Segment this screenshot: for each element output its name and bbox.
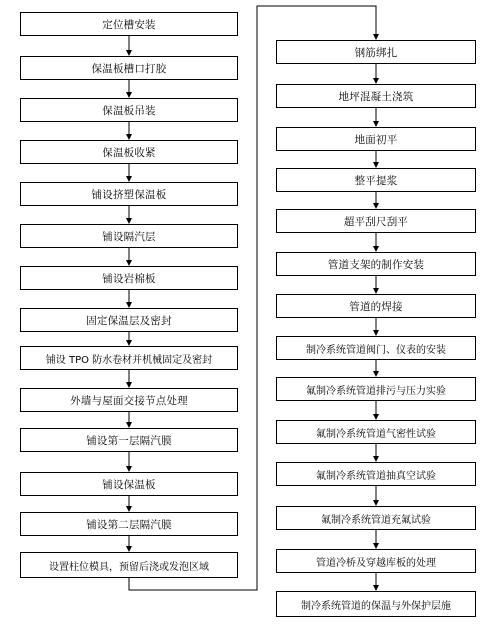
step-right-11 (276, 462, 476, 486)
step-left-7-label: 铺设岩棉板 (102, 272, 156, 285)
step-left-6 (20, 224, 238, 248)
step-right-2 (276, 84, 476, 108)
step-left-8 (20, 308, 238, 332)
step-right-5 (276, 209, 476, 233)
step-right-10 (276, 420, 476, 444)
step-right-1-label: 钢筋绑扎 (354, 46, 398, 59)
step-right-1 (276, 40, 476, 64)
step-right-12 (276, 506, 476, 530)
step-left-14-label: 设置柱位模具，预留后浇或发泡区域 (49, 561, 209, 573)
step-right-7-label: 管道的焊接 (349, 300, 403, 313)
step-right-3 (276, 127, 476, 151)
step-right-14-label: 制冷系统管道的保温与外保护层施 (301, 600, 451, 612)
step-left-2-label: 保温板槽口打胶 (91, 62, 167, 75)
step-left-10 (20, 388, 238, 412)
step-right-3-label: 地面初平 (354, 133, 398, 146)
step-left-8-label: 固定保温层及密封 (86, 314, 172, 327)
step-left-3-label: 保温板吊装 (102, 104, 156, 117)
step-left-11-label: 铺设第一层隔汽膜 (86, 434, 172, 447)
step-right-2-label: 地坪混凝土浇筑 (338, 90, 414, 103)
step-right-4 (276, 168, 476, 192)
step-right-9-label: 氟制冷系统管道排污与压力实验 (306, 385, 446, 397)
step-left-14 (20, 552, 238, 578)
step-right-10-label: 氟制冷系统管道气密性试验 (316, 428, 436, 440)
step-right-12-label: 氟制冷系统管道充氟试验 (321, 514, 431, 526)
step-left-9 (20, 346, 238, 370)
step-left-4-label: 保温板收紧 (102, 146, 156, 159)
step-right-14 (276, 591, 476, 617)
step-right-8 (276, 336, 476, 360)
step-left-5 (20, 182, 238, 206)
step-right-6-label: 管道支架的制作安装 (327, 258, 425, 271)
step-right-11-label: 氟制冷系统管道抽真空试验 (316, 470, 436, 482)
step-left-12-label: 铺设保温板 (102, 478, 156, 491)
step-left-5-label: 铺设挤塑保温板 (91, 188, 167, 201)
step-right-7 (276, 294, 476, 318)
step-right-9 (276, 377, 476, 401)
step-left-13 (20, 512, 238, 536)
step-left-2 (20, 56, 238, 80)
step-left-1-label: 定位槽安装 (102, 18, 156, 31)
step-left-6-label: 铺设隔汽层 (102, 230, 156, 243)
step-right-8-label: 制冷系统管道阀门、仪表的安装 (306, 344, 446, 356)
step-left-7 (20, 266, 238, 290)
step-left-3 (20, 98, 238, 122)
step-left-1 (20, 12, 238, 36)
step-left-12 (20, 472, 238, 496)
step-left-4 (20, 140, 238, 164)
step-left-13-label: 铺设第二层隔汽膜 (86, 518, 172, 531)
step-left-11 (20, 428, 238, 452)
step-right-6 (276, 252, 476, 276)
step-right-13-label: 管道冷桥及穿越库板的处理 (316, 557, 436, 569)
step-right-5-label: 超平刮尺刮平 (343, 215, 409, 228)
step-right-13 (276, 549, 476, 573)
step-left-9-label: 铺设 TPO 防水卷材并机械固定及密封 (45, 354, 213, 366)
step-right-4-label: 整平提浆 (354, 174, 398, 187)
step-left-10-label: 外墙与屋面交接节点处理 (70, 394, 188, 407)
